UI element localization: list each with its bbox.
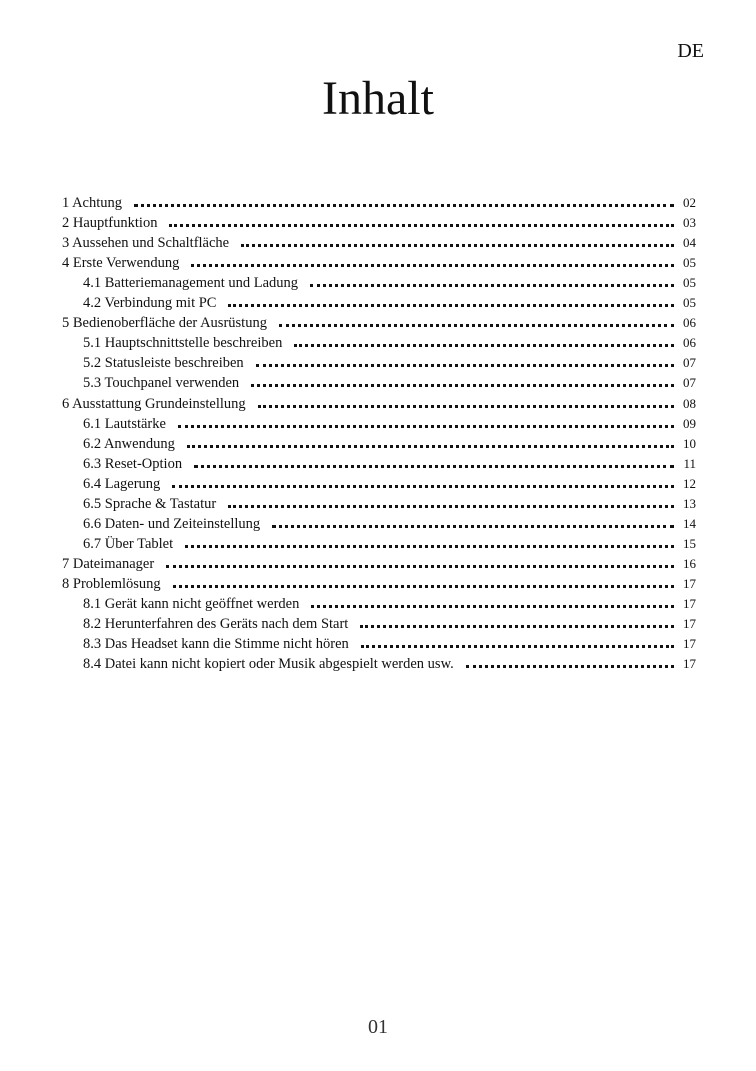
toc-entry[interactable]	[62, 473, 696, 493]
toc-entry-label: 6.5 Sprache & Tastatur	[83, 495, 217, 512]
toc-dot-leader	[251, 384, 674, 387]
toc-entry[interactable]	[62, 653, 696, 673]
toc-dot-leader	[241, 244, 674, 247]
toc-dot-leader	[191, 264, 674, 267]
toc-entry-page: 06	[683, 335, 696, 351]
toc-dot-leader	[360, 625, 674, 628]
toc-entry-page: 15	[683, 535, 696, 551]
toc-dot-leader	[172, 485, 674, 488]
toc-entry-label: 6 Ausstattung Grundeinstellung	[62, 395, 246, 412]
toc-entry-page: 05	[683, 255, 696, 271]
toc-dot-leader	[185, 545, 674, 548]
toc-dot-leader	[466, 665, 674, 668]
toc-dot-leader	[134, 204, 674, 207]
toc-entry-label: 7 Dateimanager	[62, 555, 155, 572]
toc-dot-leader	[228, 505, 674, 508]
toc-entry[interactable]	[62, 453, 696, 473]
toc-entry-label: 5.2 Statusleiste beschreiben	[83, 355, 244, 372]
toc-entry-page: 17	[683, 616, 696, 632]
toc-entry-page: 17	[683, 656, 696, 672]
toc-entry-label: 5.3 Touchpanel verwenden	[83, 375, 240, 392]
toc-entry-label: 6.7 Über Tablet	[83, 535, 174, 552]
toc-entry-label: 5.1 Hauptschnittstelle beschreiben	[83, 335, 283, 352]
toc-entry[interactable]	[62, 573, 696, 593]
toc-dot-leader	[228, 304, 674, 307]
toc-entry-label: 6.3 Reset-Option	[83, 455, 183, 472]
toc-entry-label: 1 Achtung	[62, 195, 123, 212]
toc-dot-leader	[361, 645, 674, 648]
page-number: 01	[368, 1016, 388, 1038]
toc-entry[interactable]	[62, 372, 696, 392]
toc-entry[interactable]	[62, 593, 696, 613]
toc-entry-page: 05	[683, 295, 696, 311]
language-code: DE	[677, 40, 704, 62]
toc-entry-page: 11	[683, 455, 696, 471]
toc-entry-page: 13	[683, 495, 696, 511]
toc-entry-page: 09	[683, 415, 696, 431]
toc-dot-leader	[169, 224, 674, 227]
toc-dot-leader	[166, 565, 674, 568]
toc-entry-label: 8.4 Datei kann nicht kopiert oder Musik abgespielt werden usw.	[83, 656, 454, 673]
toc-entry[interactable]	[62, 413, 696, 433]
toc-entry-page: 07	[683, 355, 696, 371]
toc-dot-leader	[173, 585, 674, 588]
toc-entry-page: 17	[683, 575, 696, 591]
toc-entry-label: 8.2 Herunterfahren des Geräts nach dem Start	[83, 616, 349, 633]
toc-entry-page: 14	[683, 515, 696, 531]
toc-entry-page: 06	[683, 315, 696, 331]
toc-entry-page: 08	[683, 395, 696, 411]
toc-entry-page: 17	[683, 636, 696, 652]
toc-entry[interactable]	[62, 292, 696, 312]
toc-entry-page: 05	[683, 275, 696, 291]
toc-entry-label: 2 Hauptfunktion	[62, 215, 158, 232]
toc-entry-label: 8 Problemlösung	[62, 575, 161, 592]
toc-entry-label: 8.1 Gerät kann nicht geöffnet werden	[83, 595, 300, 612]
toc-entry-label: 4 Erste Verwendung	[62, 255, 180, 272]
toc-entry-page: 17	[683, 595, 696, 611]
toc-dot-leader	[279, 324, 674, 327]
toc-entry-page: 04	[683, 235, 696, 251]
toc-entry-label: 5 Bedienoberfläche der Ausrüstung	[62, 315, 267, 332]
toc-entry-label: 6.1 Lautstärke	[83, 415, 166, 432]
toc-entry[interactable]	[62, 493, 696, 513]
toc-entry-page: 16	[683, 555, 696, 571]
toc-entry-page: 03	[683, 215, 696, 231]
toc-dot-leader	[194, 465, 674, 468]
toc-entry-page: 02	[683, 195, 696, 211]
toc-entry[interactable]	[62, 252, 696, 272]
toc-entry[interactable]	[62, 332, 696, 352]
toc-entry-label: 3 Aussehen und Schaltfläche	[62, 235, 230, 252]
toc-entry-page: 07	[683, 375, 696, 391]
table-of-contents	[62, 192, 696, 673]
toc-dot-leader	[178, 425, 674, 428]
toc-entry-page: 10	[683, 435, 696, 451]
toc-entry-page: 12	[683, 475, 696, 491]
toc-entry-label: 4.1 Batteriemanagement und Ladung	[83, 275, 299, 292]
toc-entry[interactable]	[62, 352, 696, 372]
toc-entry-label: 8.3 Das Headset kann die Stimme nicht hören	[83, 636, 349, 653]
toc-dot-leader	[294, 344, 674, 347]
toc-entry[interactable]	[62, 212, 696, 232]
toc-dot-leader	[187, 445, 674, 448]
toc-dot-leader	[310, 284, 674, 287]
page-title: Inhalt	[322, 72, 434, 125]
toc-entry[interactable]	[62, 633, 696, 653]
toc-dot-leader	[272, 525, 674, 528]
toc-entry[interactable]	[62, 433, 696, 453]
toc-entry[interactable]	[62, 392, 696, 412]
toc-entry[interactable]	[62, 533, 696, 553]
toc-dot-leader	[311, 605, 674, 608]
toc-entry-label: 6.4 Lagerung	[83, 475, 161, 492]
toc-entry-label: 6.6 Daten- und Zeiteinstellung	[83, 515, 261, 532]
toc-entry[interactable]	[62, 613, 696, 633]
toc-entry[interactable]	[62, 272, 696, 292]
toc-entry[interactable]	[62, 513, 696, 533]
toc-entry-label: 4.2 Verbindung mit PC	[83, 295, 217, 312]
toc-dot-leader	[256, 364, 674, 367]
toc-entry[interactable]	[62, 553, 696, 573]
toc-entry[interactable]	[62, 312, 696, 332]
toc-entry-label: 6.2 Anwendung	[83, 435, 175, 452]
toc-entry[interactable]	[62, 192, 696, 212]
toc-dot-leader	[258, 405, 674, 408]
toc-entry[interactable]	[62, 232, 696, 252]
